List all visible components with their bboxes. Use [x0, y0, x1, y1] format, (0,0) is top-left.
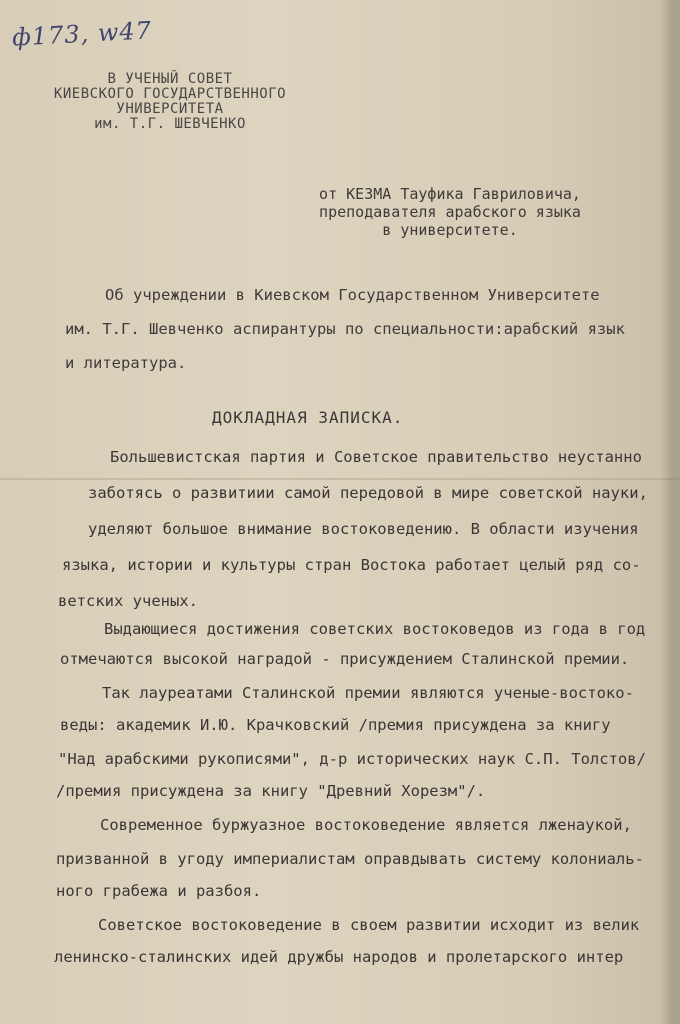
body-line: призванной в угоду империалистам оправдывать систему колониаль- [56, 850, 644, 868]
body-line: ветских ученых. [58, 592, 198, 610]
document-heading: ДОКЛАДНАЯ ЗАПИСКА. [212, 408, 404, 427]
subject-line: им. Т.Г. Шевченко аспирантуры по специальности:арабский язык [65, 320, 625, 338]
sender-block [300, 185, 600, 239]
handwritten-archive-note: ф173, w47 [11, 16, 153, 52]
body-line: Так лауреатами Сталинской премии являются ученые-востоко- [102, 684, 634, 702]
body-line: ленинско-сталинских идей дружбы народов и пролетарского интер [54, 948, 624, 966]
body-line: отмечаются высокой наградой - присуждением Сталинской премии. [60, 650, 630, 668]
body-line: Советское востоковедение в своем развитии исходит из велик [98, 916, 640, 934]
addressee-line: им. Т.Г. ШЕВЧЕНКО [94, 116, 246, 132]
addressee-line: КИЕВСКОГО ГОСУДАРСТВЕННОГО [53, 86, 287, 102]
body-line: заботясь о развитиии самой передовой в мире советской науки, [88, 484, 648, 502]
addressee-line: УНИВЕРСИТЕТА [116, 101, 224, 117]
addressee-block [40, 72, 300, 132]
body-line: уделяют большое внимание востоковедению. В области изучения [88, 520, 639, 538]
body-line: языка, истории и культуры стран Востока работает целый ряд со- [62, 556, 641, 574]
body-line: Выдающиеся достижения советских востоковедов из года в год [104, 620, 646, 638]
subject-block [65, 278, 665, 380]
addressee-line: В УЧЕНЫЙ СОВЕТ [107, 71, 233, 87]
paper-edge [660, 0, 680, 1024]
subject-line: Об учреждении в Киевском Государственном Университете [105, 286, 600, 304]
paper-fold [0, 478, 680, 480]
sender-line: от КЕЗМА Тауфика Гавриловича, [319, 185, 581, 203]
body-line: /премия присуждена за книгу "Древний Хорезм"/. [56, 782, 486, 800]
body-line: Современное буржуазное востоковедение является лженаукой, [100, 816, 632, 834]
subject-line: и литература. [65, 354, 187, 372]
body-line: Большевистская партия и Советское правительство неустанно [110, 448, 642, 466]
body-line: ного грабежа и разбоя. [56, 882, 262, 900]
body-line: веды: академик И.Ю. Крачковский /премия присуждена за книгу [60, 716, 611, 734]
body-line: "Над арабскими рукописями", д-р исторических наук С.П. Толстов/ [58, 750, 646, 768]
sender-line: преподавателя арабского языка [319, 203, 581, 221]
sender-line: в университете. [382, 221, 518, 239]
